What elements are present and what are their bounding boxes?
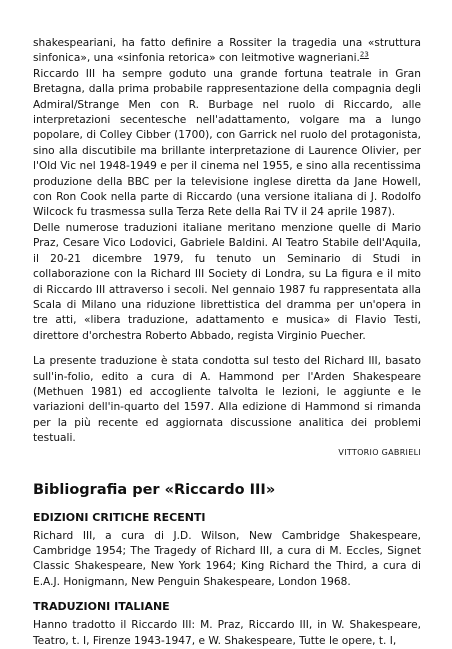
document-page: [33, 36, 421, 649]
section-text-italian-translations: Hanno tradotto il Riccardo III: M. Praz, Riccardo III, in W. Shakespeare, Teatro, t. I, Firenze 1943-1947, e W. Shakespeare, Tutte le opere, t. I,: [33, 619, 421, 647]
section-heading-italian-translations: TRADUZIONI ITALIANE: [33, 600, 170, 614]
intro-paragraph-4: La presente traduzione è stata condotta sul testo del Richard III, basato sull'in-folio, edito a cura di A. Hammond per l'Arden Shakespeare (Methuen 1981) ed accogliente talvolta le lezioni, le aggiunte e le variazioni dell'in-quarto del 1597. Alla edizione di Hammond si rimanda per la più recente ed aggiornata discussione analitica dei problemi testuali.: [33, 355, 421, 445]
author-signature: VITTORIO GABRIELI: [338, 447, 421, 457]
intro-paragraph-2: Riccardo III ha sempre goduto una grande fortuna teatrale in Gran Bretagna, dalla prima probabile rappresentazione della compagnia degli Admiral/Strange Men con R. Burbage nel ruolo di Riccardo, alle interpretazioni secentesche nell'adattamento, volgare ma a lungo popolare, di Colley Cibber (1700), con Garrick nel ruolo del protagonista, sino alla discutibile ma brillante interpretazione di Laurence Olivier, per l'Old Vic nel 1948-1949 e per il cinema nel 1955, e sino alla recentissima produzione della BBC per la televisione inglese diretta da Jane Howell, con Ron Cook nella parte di Riccardo (una versione italiana di J. Rodolfo Wilcock fu trasmessa sulla Terza Rete della Rai TV il 24 aprile 1987).: [33, 67, 421, 219]
footnote-ref[interactable]: 23: [359, 50, 369, 59]
intro-paragraph-1-text: shakespeariani, ha fatto definire a Rossiter la tragedia una «struttura sinfonica», una «sinfonia retorica» con leitmotive wagneriani.: [33, 37, 421, 65]
intro-paragraph-3: Delle numerose traduzioni italiane meritano menzione quelle di Mario Praz, Cesare Vico Lodovici, Gabriele Baldini. Al Teatro Stabile dell'Aquila, il 20-21 dicembre 1979, fu tenuto un Seminario di Studi in collaborazione con la Richard III Society di Londra, su La figura e il mito di Riccardo III attraverso i secoli. Nel gennaio 1987 fu rappresentata alla Scala di Milano una riduzione librettistica del dramma per un'opera in tre atti, «libera traduzione, adattamento e musica» di Flavio Testi, direttore d'orchestra Roberto Abbado, regista Virginio Puecher.: [33, 221, 421, 342]
section-heading-critical-editions: EDIZIONI CRITICHE RECENTI: [33, 510, 206, 524]
section-text-critical-editions: Richard III, a cura di J.D. Wilson, New Cambridge Shakespeare, Cambridge 1954; The Tragedy of Richard III, a cura di M. Eccles, Signet Classic Shakespeare, New York 1964; King Richard the Third, a cura di E.A.J. Honigmann, New Penguin Shakespeare, London 1968.: [33, 529, 421, 588]
intro-paragraph-1: [33, 36, 421, 67]
bibliography-title: Bibliografia per «Riccardo III»: [33, 481, 276, 498]
